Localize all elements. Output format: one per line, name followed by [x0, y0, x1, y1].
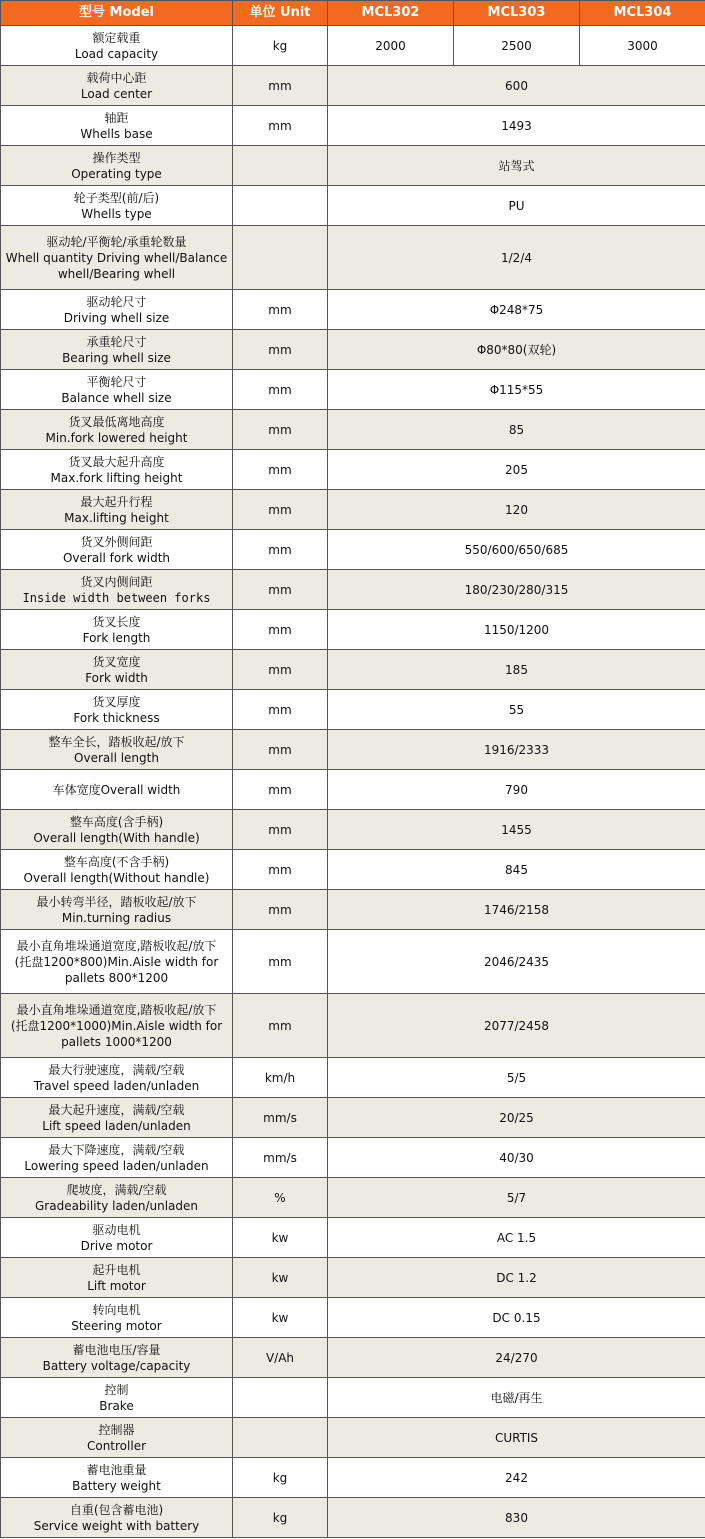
unit-cell: mm [233, 770, 328, 810]
param-cell [1, 290, 233, 330]
value-cell: 5/5 [328, 1058, 705, 1098]
table-row [1, 66, 705, 106]
table-row [1, 690, 705, 730]
table-row [1, 1338, 705, 1378]
value-cell: 1/2/4 [328, 226, 705, 290]
unit-cell: kg [233, 26, 328, 66]
value-cell: 24/270 [328, 1338, 705, 1378]
unit-cell: mm [233, 450, 328, 490]
param-cell [1, 26, 233, 66]
value-cell: 1493 [328, 106, 705, 146]
param-cell [1, 1218, 233, 1258]
table-row [1, 106, 705, 146]
param-name-zh: 整车高度(不含手柄) [63, 854, 170, 869]
param-name-zh: 控制 [104, 1382, 129, 1397]
unit-cell: kg [233, 1458, 328, 1498]
param-cell [1, 570, 233, 610]
param-name-en: Whell quantity Driving whell/Balance whell/Bearing whell [5, 250, 228, 281]
value-cell: 1746/2158 [328, 890, 705, 930]
table-row [1, 994, 705, 1058]
param-name-en: (托盘1200*800)Min.Aisle width for pallets 800*1200 [14, 954, 219, 985]
param-cell [1, 1458, 233, 1498]
table-row [1, 890, 705, 930]
param-cell [1, 1258, 233, 1298]
param-name-zh: 轮子类型(前/后) [73, 190, 160, 205]
param-name-zh: 驱动轮/平衡轮/承重轮数量 [46, 234, 187, 249]
table-row [1, 930, 705, 994]
param-name-zh: 最大下降速度，满载/空载 [48, 1142, 185, 1157]
value-cell: 242 [328, 1458, 705, 1498]
param-name-en: Inside width between forks [22, 590, 211, 605]
param-cell [1, 106, 233, 146]
param-name-zh: 操作类型 [92, 150, 141, 165]
table-row [1, 1378, 705, 1418]
param-name-zh: 驱动轮尺寸 [86, 294, 147, 309]
value-cell: 830 [328, 1498, 705, 1538]
param-name-zh: 额定载重 [92, 30, 141, 45]
value-cell: Φ115*55 [328, 370, 705, 410]
table-row [1, 730, 705, 770]
value-cell: 1455 [328, 810, 705, 850]
param-name-en: Operating type [71, 166, 162, 181]
value-cell: 205 [328, 450, 705, 490]
unit-cell: % [233, 1178, 328, 1218]
table-row [1, 1298, 705, 1338]
param-cell [1, 1298, 233, 1338]
param-name-zh: 最小直角堆垛通道宽度,踏板收起/放下 [16, 938, 217, 953]
header-model-mcl303: MCL303 [454, 1, 580, 26]
unit-cell: mm [233, 370, 328, 410]
param-cell [1, 410, 233, 450]
table-row [1, 610, 705, 650]
param-name-en: Fork length [82, 630, 151, 645]
param-cell [1, 1178, 233, 1218]
table-row [1, 290, 705, 330]
param-cell [1, 650, 233, 690]
param-cell [1, 1418, 233, 1458]
param-name-zh: 货叉外侧间距 [80, 534, 153, 549]
param-name-en: Steering motor [71, 1318, 162, 1333]
unit-cell: mm [233, 290, 328, 330]
param-cell [1, 146, 233, 186]
param-name-en: Overall length(With handle) [33, 830, 200, 845]
unit-cell: kg [233, 1498, 328, 1538]
unit-cell: mm [233, 850, 328, 890]
table-row [1, 530, 705, 570]
param-name-en: Fork thickness [73, 710, 160, 725]
param-name-zh: 最小转弯半径，踏板收起/放下 [36, 894, 197, 909]
header-model-mcl302: MCL302 [328, 1, 454, 26]
param-name-en: Controller [86, 1438, 147, 1453]
param-cell [1, 490, 233, 530]
param-name-zh: 货叉厚度 [92, 694, 141, 709]
param-name-en: Bearing whell size [62, 350, 171, 365]
value-cell: 2077/2458 [328, 994, 705, 1058]
param-cell [1, 890, 233, 930]
table-row [1, 186, 705, 226]
value-cell: 1150/1200 [328, 610, 705, 650]
param-name-zh: 控制器 [98, 1422, 135, 1437]
param-name-zh: 起升电机 [92, 1262, 141, 1277]
table-row [1, 1458, 705, 1498]
value-cell: 站驾式 [328, 146, 705, 186]
unit-cell: mm [233, 810, 328, 850]
param-cell [1, 370, 233, 410]
table-row [1, 810, 705, 850]
param-name-zh: 货叉最大起升高度 [68, 454, 165, 469]
param-name-zh: 驱动电机 [92, 1222, 141, 1237]
table-row [1, 770, 705, 810]
param-name-en: Driving whell size [63, 310, 170, 325]
param-cell [1, 850, 233, 890]
value-cell: AC 1.5 [328, 1218, 705, 1258]
param-name-zh: 货叉内侧间距 [80, 574, 153, 589]
param-name-en: Min.fork lowered height [45, 430, 188, 445]
param-cell [1, 450, 233, 490]
param-name-en: (托盘1200*1000)Min.Aisle width for pallets 1000*1200 [10, 1018, 223, 1049]
param-name-zh: 最大行驶速度，满载/空载 [48, 1062, 185, 1077]
unit-cell: mm [233, 530, 328, 570]
unit-cell: mm [233, 106, 328, 146]
param-cell [1, 226, 233, 290]
table-row [1, 146, 705, 186]
unit-cell: mm/s [233, 1098, 328, 1138]
header-unit: 单位 Unit [233, 1, 328, 26]
table-row [1, 1418, 705, 1458]
value-cell: 55 [328, 690, 705, 730]
table-row [1, 370, 705, 410]
unit-cell: mm [233, 730, 328, 770]
value-cell: 2046/2435 [328, 930, 705, 994]
param-name-zh: 整车高度(含手柄) [69, 814, 164, 829]
param-name-zh: 载荷中心距 [86, 70, 147, 85]
param-name-zh: 蓄电池重量 [86, 1462, 147, 1477]
param-name-zh: 车体宽度Overall width [52, 782, 181, 797]
table-row [1, 26, 705, 66]
value-cell: 2000 [328, 26, 454, 66]
param-name-en: Overall fork width [62, 550, 171, 565]
value-cell: Φ80*80(双轮) [328, 330, 705, 370]
value-cell: 790 [328, 770, 705, 810]
param-name-zh: 最大起升行程 [80, 494, 153, 509]
header-row [1, 1, 705, 26]
table-row [1, 330, 705, 370]
unit-cell [233, 186, 328, 226]
param-name-en: Overall length(Without handle) [23, 870, 210, 885]
value-cell: 3000 [580, 26, 705, 66]
value-cell: 1916/2333 [328, 730, 705, 770]
value-cell: DC 0.15 [328, 1298, 705, 1338]
param-name-en: Lift speed laden/unladen [42, 1118, 191, 1133]
param-cell [1, 730, 233, 770]
param-name-en: Battery voltage/capacity [42, 1358, 191, 1373]
header-model-mcl304: MCL304 [580, 1, 705, 26]
unit-cell: mm [233, 930, 328, 994]
unit-cell: mm [233, 410, 328, 450]
param-name-en: Brake [99, 1398, 134, 1413]
param-name-en: Drive motor [80, 1238, 153, 1253]
param-name-en: Fork width [85, 670, 148, 685]
table-row [1, 1138, 705, 1178]
param-cell [1, 810, 233, 850]
param-name-en: Travel speed laden/unladen [33, 1078, 200, 1093]
table-row [1, 850, 705, 890]
param-name-zh: 货叉最低离地高度 [68, 414, 165, 429]
table-row [1, 450, 705, 490]
unit-cell: mm [233, 330, 328, 370]
unit-cell: mm [233, 994, 328, 1058]
value-cell: 5/7 [328, 1178, 705, 1218]
param-cell [1, 1498, 233, 1538]
unit-cell: kw [233, 1298, 328, 1338]
param-cell [1, 770, 233, 810]
param-name-zh: 轴距 [104, 110, 129, 125]
table-row [1, 1498, 705, 1538]
table-row [1, 490, 705, 530]
unit-cell: mm [233, 610, 328, 650]
param-cell [1, 1378, 233, 1418]
param-cell [1, 1098, 233, 1138]
value-cell: 600 [328, 66, 705, 106]
param-cell [1, 186, 233, 226]
value-cell: 20/25 [328, 1098, 705, 1138]
param-name-en: Battery weight [72, 1478, 161, 1493]
value-cell: 120 [328, 490, 705, 530]
value-cell: 40/30 [328, 1138, 705, 1178]
unit-cell: mm/s [233, 1138, 328, 1178]
value-cell: 2500 [454, 26, 580, 66]
param-cell [1, 530, 233, 570]
table-row [1, 1058, 705, 1098]
param-name-en: Balance whell size [61, 390, 172, 405]
unit-cell [233, 226, 328, 290]
param-name-en: Lift motor [87, 1278, 146, 1293]
unit-cell: kw [233, 1218, 328, 1258]
unit-cell [233, 1418, 328, 1458]
param-cell [1, 1058, 233, 1098]
unit-cell: km/h [233, 1058, 328, 1098]
value-cell: 85 [328, 410, 705, 450]
table-row [1, 226, 705, 290]
param-name-zh: 自重(包含蓄电池) [69, 1502, 164, 1517]
param-name-en: Whells type [81, 206, 152, 221]
value-cell: 550/600/650/685 [328, 530, 705, 570]
param-name-zh: 货叉长度 [92, 614, 141, 629]
param-name-en: Whells base [80, 126, 153, 141]
param-name-en: Max.lifting height [64, 510, 169, 525]
unit-cell: mm [233, 66, 328, 106]
value-cell: 180/230/280/315 [328, 570, 705, 610]
unit-cell: V/Ah [233, 1338, 328, 1378]
unit-cell [233, 1378, 328, 1418]
value-cell: DC 1.2 [328, 1258, 705, 1298]
param-name-zh: 爬坡度，满载/空载 [66, 1182, 167, 1197]
param-name-en: Lowering speed laden/unladen [24, 1158, 209, 1173]
param-name-zh: 承重轮尺寸 [86, 334, 147, 349]
param-name-en: Max.fork lifting height [50, 470, 183, 485]
unit-cell: mm [233, 570, 328, 610]
value-cell: 电磁/再生 [328, 1378, 705, 1418]
value-cell: 185 [328, 650, 705, 690]
param-name-en: Min.turning radius [61, 910, 172, 925]
param-name-en: Load capacity [74, 46, 159, 61]
param-cell [1, 330, 233, 370]
header-param: 型号 Model [1, 1, 233, 26]
param-name-en: Service weight with battery [33, 1518, 200, 1533]
param-name-zh: 货叉宽度 [92, 654, 141, 669]
table-row [1, 570, 705, 610]
unit-cell [233, 146, 328, 186]
table-row [1, 1218, 705, 1258]
param-cell [1, 930, 233, 994]
param-cell [1, 610, 233, 650]
param-cell [1, 66, 233, 106]
unit-cell: mm [233, 690, 328, 730]
param-cell [1, 690, 233, 730]
unit-cell: mm [233, 650, 328, 690]
unit-cell: kw [233, 1258, 328, 1298]
param-cell [1, 994, 233, 1058]
param-name-zh: 最大起升速度，满载/空载 [48, 1102, 185, 1117]
param-name-zh: 最小直角堆垛通道宽度,踏板收起/放下 [16, 1002, 217, 1017]
param-name-en: Gradeability laden/unladen [34, 1198, 199, 1213]
spec-body [1, 26, 705, 1538]
table-row [1, 1258, 705, 1298]
table-row [1, 410, 705, 450]
table-row [1, 1098, 705, 1138]
param-name-en: Overall length [74, 750, 159, 765]
value-cell: Φ248*75 [328, 290, 705, 330]
unit-cell: mm [233, 890, 328, 930]
param-name-en: Load center [80, 86, 153, 101]
param-name-zh: 整车全长，踏板收起/放下 [48, 734, 185, 749]
value-cell: 845 [328, 850, 705, 890]
param-name-zh: 蓄电池电压/容量 [72, 1342, 161, 1357]
unit-cell: mm [233, 490, 328, 530]
param-name-zh: 平衡轮尺寸 [86, 374, 147, 389]
table-row [1, 650, 705, 690]
table-row [1, 1178, 705, 1218]
param-cell [1, 1138, 233, 1178]
param-cell [1, 1338, 233, 1378]
param-name-zh: 转向电机 [92, 1302, 141, 1317]
value-cell: PU [328, 186, 705, 226]
value-cell: CURTIS [328, 1418, 705, 1458]
